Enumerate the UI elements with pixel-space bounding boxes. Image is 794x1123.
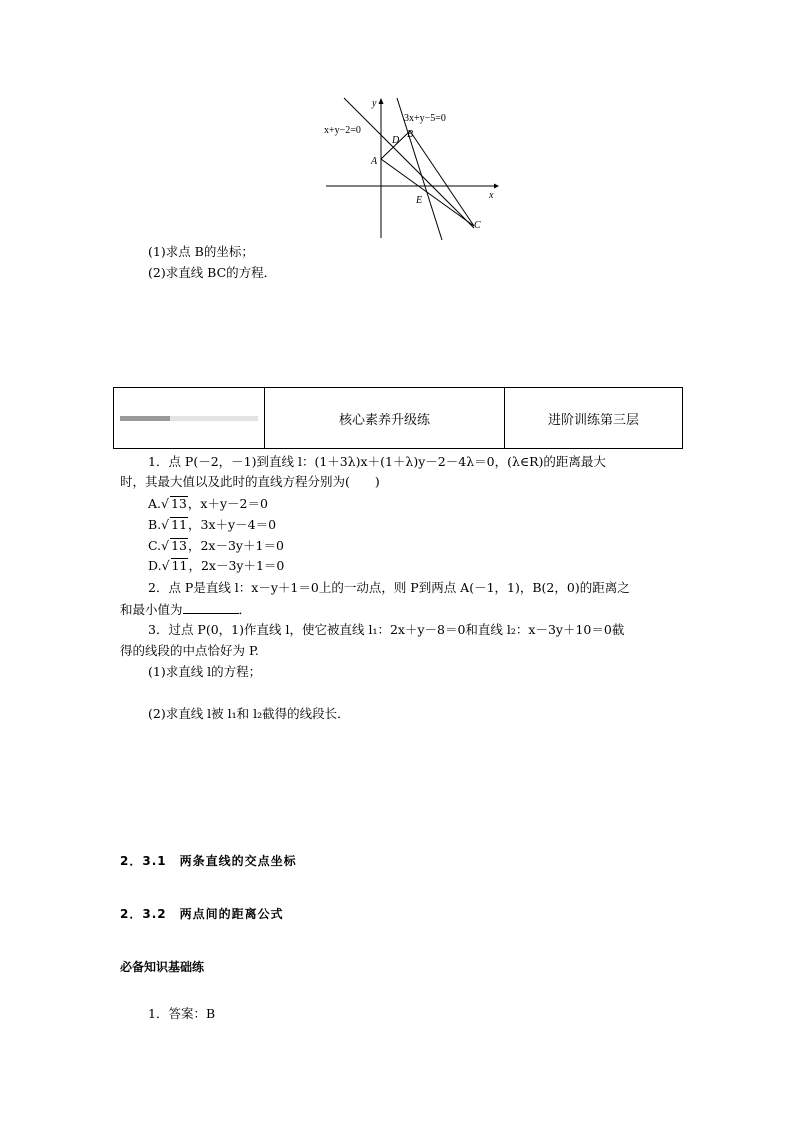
banner-progress-cell	[114, 388, 265, 448]
sqrt-glyph: √	[161, 538, 170, 553]
problem-2-period: ．	[238, 602, 252, 617]
y-axis-arrow	[379, 98, 384, 104]
geometry-figure	[322, 92, 500, 240]
axis-label-y: y	[372, 98, 377, 109]
problem-1-line-1: 1．点 P(－2，－1)到直线 l：(1＋3λ)x＋(1＋λ)y－2－4λ＝0，(λ∈R)的距离最大	[148, 454, 606, 469]
option-a-equation: ，x＋y－2＝0	[187, 496, 268, 511]
problem-3-line-1: 3．过点 P(0，1)作直线 l，使它被直线 l₁：2x＋y－8＝0和直线 l₂：x－3y＋10＝0截	[148, 622, 625, 637]
answer-blank[interactable]	[183, 599, 239, 614]
option-d-letter: D.	[148, 558, 162, 573]
section-banner	[113, 387, 683, 449]
axis-label-x: x	[489, 190, 494, 201]
problem-3-sub-2: (2)求直线 l被 l₁和 l₂截得的线段长．	[148, 706, 350, 721]
option-b-letter: B.	[148, 517, 162, 532]
line-label-2: 3x+y−5=0	[404, 113, 446, 124]
segment-BC	[410, 131, 474, 226]
problem-2-line-2	[120, 599, 251, 620]
banner-title: 核心素养升级练	[265, 388, 505, 448]
progress-bar	[120, 416, 258, 421]
sqrt-glyph: √	[161, 517, 170, 532]
segment-AC	[381, 159, 474, 226]
option-d-equation: ，2x－3y＋1＝0	[188, 558, 285, 573]
problem-2-line-1: 2．点 P是直线 l：x－y＋1＝0上的一动点，则 P到两点 A(－1，1)，B(2，0)的距离之	[148, 580, 630, 595]
point-label-B: B	[407, 129, 414, 140]
problem-2-text: 和最小值为	[120, 602, 183, 617]
problem-1-option-d	[148, 556, 284, 576]
option-a-root: 13	[170, 496, 187, 511]
answer-heading-1: 2．3.1 两条直线的交点坐标	[120, 854, 297, 868]
problem-1-option-a	[148, 494, 268, 514]
progress-bar-fill	[120, 416, 170, 421]
question-2: (2)求直线 BC的方程．	[148, 265, 277, 280]
option-a-letter: A.	[148, 496, 162, 511]
point-label-E: E	[416, 195, 423, 206]
answer-heading-3: 必备知识基础练	[120, 960, 205, 974]
problem-3-sub-1: (1)求直线 l的方程；	[148, 664, 262, 679]
sqrt-glyph: √	[161, 496, 169, 511]
option-c-letter: C.	[148, 538, 162, 553]
x-axis-arrow	[494, 184, 499, 189]
line-label-1: x+y−2=0	[324, 125, 361, 136]
point-label-A: A	[371, 156, 378, 167]
problem-1-option-b	[148, 515, 276, 535]
answer-heading-2: 2．3.2 两点间的距离公式	[120, 907, 284, 921]
point-label-D: D	[392, 135, 400, 146]
option-b-root: 11	[171, 517, 188, 532]
answer-1: 1．答案：B	[148, 1006, 216, 1021]
problem-1-line-2: 时，其最大值以及此时的直线方程分别为( )	[120, 474, 380, 489]
banner-level: 进阶训练第三层	[547, 412, 639, 428]
option-b-equation: ，3x＋y－4＝0	[188, 517, 277, 532]
problem-3-line-2: 得的线段的中点恰好为 P.	[120, 643, 259, 658]
question-1: (1)求点 B的坐标；	[148, 244, 254, 259]
point-label-C: C	[474, 220, 481, 231]
option-c-root: 13	[171, 538, 187, 553]
sqrt-glyph: √	[161, 558, 170, 573]
option-d-root: 11	[171, 558, 188, 573]
option-c-equation: ，2x－3y＋1＝0	[187, 538, 284, 553]
problem-1-option-c	[148, 536, 284, 556]
